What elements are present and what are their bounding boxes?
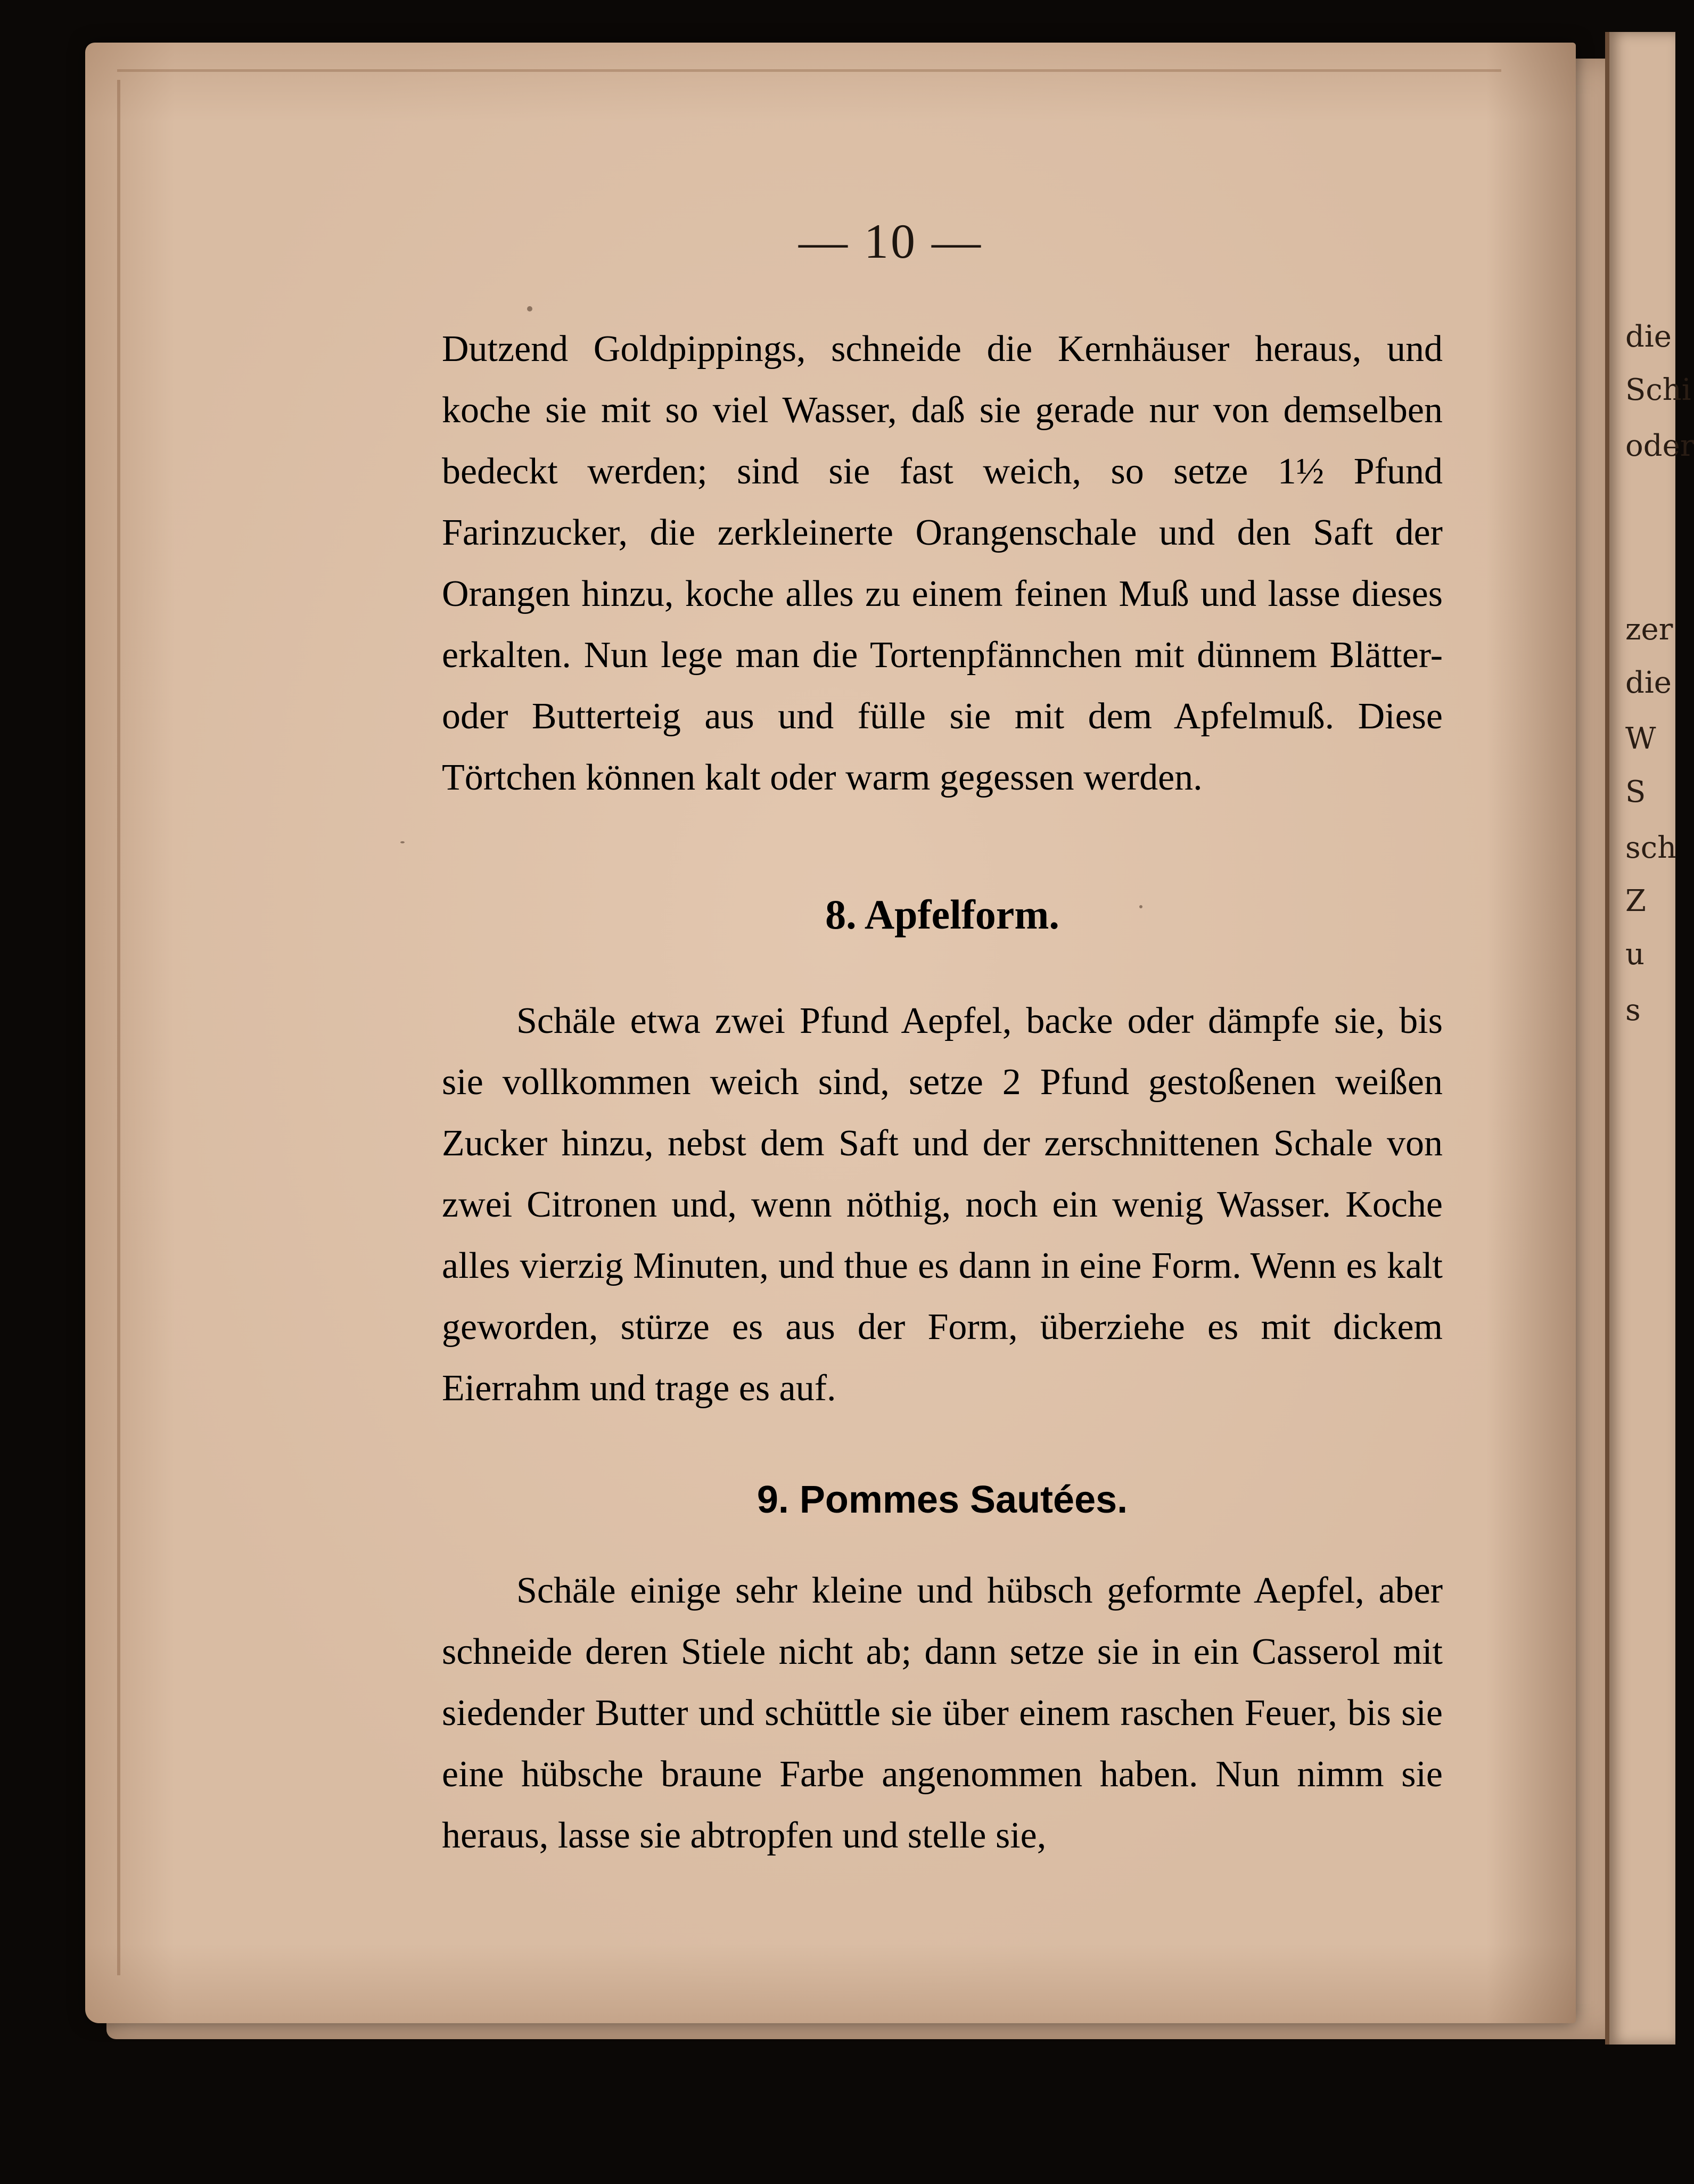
adjacent-fragment: Schi	[1625, 373, 1691, 407]
paper-speck	[1139, 905, 1142, 908]
page-edge-left	[117, 80, 152, 1975]
paragraph-continued: Dutzend Goldpippings, schneide die Kernhäuser heraus, und koche sie mit so viel Wasser, daß sie gerade nur von demselben bedeckt werden; sind sie fast weich, so setze 1½ Pfund Farinzucker, die zerkleinerte Orangenschale und den Saft der Orangen hinzu, koche alles zu einem feinen Muß und lasse dieses erkalten. Nun lege man die Tortenpfännchen mit dünnem Blätter- oder Butterteig aus und fülle sie mit dem Apfelmuß. Diese Törtchen können kalt oder warm gegessen werden.	[442, 329, 1443, 798]
adjacent-fragment: oder	[1625, 429, 1694, 463]
adjacent-fragment: S	[1625, 775, 1646, 809]
adjacent-fragment: s	[1625, 993, 1641, 1028]
adjacent-fragment: Z	[1625, 884, 1646, 918]
adjacent-fragment: sch	[1625, 831, 1677, 865]
adjacent-fragment: zer	[1625, 612, 1673, 647]
section-text-apfelform: Schäle etwa zwei Pfund Aepfel, backe oder dämpfe sie, bis sie vollkommen weich sind, setze 2 Pfund gestoßenen weißen Zucker hinzu, nebst dem Saft und der zerschnittenen Schale von zwei Citronen und, wenn nöthig, noch ein wenig Wasser. Koche alles vierzig Minuten, und thue es dann in eine Form. Wenn es kalt geworden, stürze es aus der Form, überziehe es mit dickem Eierrahm und trage es auf.	[442, 1000, 1443, 1409]
adjacent-fragment: W	[1625, 721, 1656, 756]
adjacent-page-edge	[1605, 32, 1694, 2045]
adjacent-fragment: u	[1625, 937, 1645, 972]
page-number: — 10 —	[799, 214, 983, 268]
section-heading-pommes-sautees: 9. Pommes Sautées.	[756, 1479, 1128, 1521]
section-heading-apfelform: 8. Apfelform.	[825, 891, 1059, 938]
paper-speck	[400, 841, 405, 843]
page-edge-top	[117, 69, 1501, 88]
adjacent-fragment: die	[1625, 666, 1672, 700]
adjacent-fragment: die	[1625, 319, 1672, 354]
paper-speck	[527, 306, 532, 311]
section-text-pommes-sautees: Schäle einige sehr kleine und hübsch geformte Aepfel, aber schneide deren Stiele nicht ab; dann setze sie in ein Casserol mit siedender Butter und schüttle sie über einem raschen Feuer, bis sie eine hübsche braune Farbe angenommen haben. Nun nimm sie heraus, lasse sie abtropfen und stelle sie,	[442, 1570, 1443, 1856]
